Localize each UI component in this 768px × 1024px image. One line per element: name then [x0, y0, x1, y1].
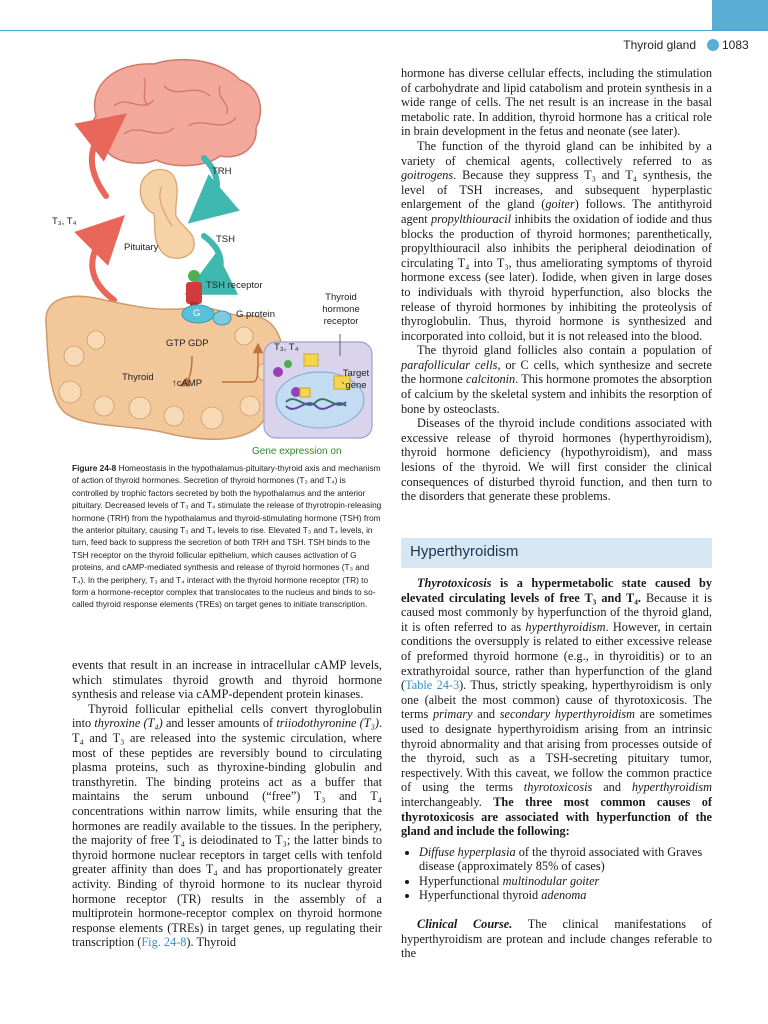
term-hyperthyroidism-2: hyperthyroidism [631, 780, 713, 795]
right-paragraph-3 [401, 343, 712, 416]
text-run: ) follows. The antithyroid agent [401, 197, 712, 226]
right-paragraph-2 [401, 139, 712, 343]
left-column [72, 658, 382, 950]
clinical-course-label: Clinical Course. [417, 917, 513, 932]
term-secondary-hyperthyroidism: secondary hyperthyroidism [499, 707, 636, 722]
label-t3t4-feedback: T₃, T₄ [52, 216, 77, 227]
left-paragraph-1: events that result in an increase in intracellular cAMP levels, which stimulates thyroid growth and thyroid hormone synthesis and release via cAMP-dependent protein kinases. [72, 658, 382, 702]
list-item-term: multinodular goiter [502, 873, 600, 888]
label-g: G [193, 308, 201, 319]
text-run: . Because they suppress T₃ and T₄ synthesis, the level of TSH increases, and subsequent hyperplastic enlargement of the gland ( [401, 168, 712, 212]
table-link[interactable]: Table 24-3 [405, 678, 460, 693]
text-run: inhibits the oxidation of iodide and thus blocks the production of thyroid hormones; parenthetically, propylthiouracil also inhibits the peripheral deiodination of circulating T₄ into T₃, thus ameliorating symptoms of thyroid hormone excess (see later). Iodide, when given in large doses to individuals with thyroid hyperfunction, also blocks the release of thyroid hormones by inhibiting the proteolysis of thyroglobulin. Thus, thyroid hormone is synthesized and incorporated into colloid, but it is not released into the blood. [401, 211, 712, 343]
list-item-term: adenoma [541, 888, 587, 903]
term-primary: primary [432, 707, 473, 722]
list-item-text: Hyperfunctional thyroid [419, 888, 542, 903]
label-g-protein: G protein [236, 309, 276, 320]
hpt-axis-diagram [44, 56, 390, 460]
text-run: and [592, 780, 632, 795]
label-trh: TRH [212, 166, 232, 177]
term-goitrogens: goitrogens [401, 168, 454, 183]
list-item [419, 874, 712, 889]
label-tsh-receptor: TSH receptor [206, 280, 263, 291]
term-thyrotoxicosis: Thyrotoxicosis [417, 576, 492, 590]
list-item [419, 888, 712, 903]
running-head-title: Thyroid gland [623, 38, 696, 52]
term-triiodothyronine: triiodothyronine (T₃) [276, 716, 379, 731]
label-pituitary: Pituitary [124, 242, 159, 253]
text-run: Thyroid follicular epithelial cells convert thyroglobulin into [72, 701, 382, 731]
hyperthyroidism-body [401, 576, 712, 961]
figure-link[interactable]: Fig. 24-8 [141, 935, 187, 950]
term-thyrotoxicosis-2: thyrotoxicosis [523, 780, 593, 795]
text-run: , or C cells, which synthesize and secrete the hormone [401, 357, 712, 387]
list-item [419, 845, 712, 874]
text-run: ). Thus, strictly speaking, hyperthyroidism is only one (albeit the most common) cause of thyrotoxicosis. The terms [401, 678, 713, 722]
label-tsh: TSH [216, 234, 235, 245]
left-paragraph-2 [72, 702, 382, 950]
term-parafollicular-cells: parafollicular cells [401, 357, 498, 372]
label-target-gene: Target gene [342, 368, 370, 391]
term-thyroxine: thyroxine (T₄) [94, 716, 163, 731]
text-run: . T₄ and T₃ are released into the systemic circulation, where most of these peptides are reversibly bound to circulating plasma proteins, such as thyroxine-binding globulin and transthyretin. The binding proteins act as a buffer that maintains the serum unbound (“free”) T₃ and T₄ concentrations within narrow limits, while ensuring that the hormones are readily available to the tissues. In the periphery, the majority of free T₄ is deiodinated to T₃; the latter binds to thyroid hormone nuclear receptors in target cells with tenfold greater affinity than does T₄ and has proportionately greater activity. Binding of thyroid hormone to its nuclear thyroid hormone receptor (TR) results in the assembly of a multiprotein hormone-receptor complex on thyroid hormone response elements (TREs) in target genes, up regulating their transcription ( [72, 716, 383, 950]
text-run: and [472, 707, 500, 722]
text-run: interchangeably. [401, 794, 494, 809]
header-rule [0, 30, 768, 31]
term-goiter: goiter [545, 197, 575, 212]
caption-text: Homeostasis in the hypothalamus-pituitary-thyroid axis and mechanism of action of thyroid hormones. Secretion of thyroid hormones (T₃ and T₄) is controlled by trophic factors secreted by both the hypothalamus and the anterior pituitary. Decreased levels of T₃ and T₄ stimulate the release of thyrotropin-releasing hormone (TRH) from the hypothalamus and thyroid-stimulating hormone (TSH) from the anterior pituitary, causing T₃ and T₄ levels to rise. Elevated T₃ and T₄ levels, in turn, feed back to suppress the secretion of both TRH and TSH. TSH binds to the TSH receptor on the thyroid follicular epithelium, which causes activation of G proteins, and cAMP-mediated synthesis and release of thyroid hormones (T₃ and T₄). In the periphery, T₃ and T₄ interact with the thyroid hormone receptor (TR) to form a hormone-receptor complex that translocates to the nucleus and binds to so-called thyroid response elements (TREs) on target genes to initiate transcription. [72, 463, 382, 610]
text-run: . However, in certain conditions the oversupply is related to either excessive release of preformed thyroid hormone (e.g., in thyroiditis) or to an extrathyroidal source, rather than hyperfunction of the gland ( [401, 619, 712, 693]
label-camp: ↑cAMP [172, 378, 203, 389]
right-paragraph-4: Diseases of the thyroid include conditions associated with excessive release of thyroid hormones (hyperthyroidism), thyroid hormone deficiency (hypothyroidism), and mass lesions of the thyroid. We will first consider the clinical consequences of disturbed thyroid function, and then turn to the disorders that generate these problems. [401, 416, 712, 504]
header-dot-icon [706, 38, 720, 52]
text-run: are sometimes used to designate hyperthyroidism arising from an intrinsic thyroid abnormality and that arising from processes outside of the thyroid, such as a TSH-secreting pituitary tumor, respectively. With this caveat, we follow the common practice of using the terms [401, 707, 712, 795]
brain-icon [91, 60, 260, 166]
label-thyroid-hormone-receptor: Thyroid hormone receptor [322, 292, 360, 327]
text-run: and lesser amounts of [162, 716, 277, 731]
text-run: . This hormone promotes the absorption of calcium by the skeletal system and inhibits the resorption of bone by osteoclasts. [401, 372, 713, 416]
text-run: The clinical manifestations of hyperthyroidism are protean and include changes referable to the [401, 917, 712, 961]
section-title-hyperthyroidism: Hyperthyroidism [410, 543, 519, 560]
text-run: The thyroid gland follicles also contain a population of [417, 343, 712, 358]
text-run: ). Thyroid [186, 935, 237, 950]
label-gene-expression: Gene expression on [252, 446, 342, 457]
hyperthyroidism-paragraph-1 [401, 576, 712, 839]
text-run: The function of the thyroid gland can be inhibited by a variety of chemical agents, collectively referred to as [401, 138, 712, 168]
figure-caption [72, 462, 382, 611]
g-protein-icon [182, 305, 231, 325]
clinical-course-paragraph [401, 917, 712, 961]
list-item-text: of the thyroid associated with Graves disease (approximately 85% of cases) [419, 844, 703, 874]
text-run: Because it is caused most commonly by hyperfunction of the thyroid gland, it is often referred to as [401, 590, 712, 634]
label-gtp-gdp: GTP GDP [166, 338, 209, 349]
term-propylthiouracil: propylthiouracil [430, 211, 512, 226]
page-number: 1083 [722, 38, 749, 52]
list-item-text: Hyperfunctional [419, 873, 503, 888]
term-calcitonin: calcitonin [466, 372, 516, 387]
header-accent-tab [712, 0, 768, 30]
bold-run: The three most common causes of thyrotoxicosis are associated with hyperfunction of the gland and include the following: [401, 794, 713, 839]
bold-run: is a hypermetabolic state caused by elevated circulating levels of free T₃ and T₄. [401, 576, 712, 605]
right-paragraph-1: hormone has diverse cellular effects, including the stimulation of carbohydrate and lipid catabolism and protein synthesis in a wide range of cells. The net result is an increase in the basal metabolic rate. In addition, thyroid hormone has a critical role in brain development in the fetus and neonate (see later). [401, 66, 712, 139]
caption-label: Figure 24-8 [72, 463, 117, 473]
list-item-term: Diffuse hyperplasia [419, 844, 516, 859]
right-column [401, 66, 712, 504]
label-thyroid: Thyroid [122, 372, 154, 383]
figure-24-8 [44, 56, 390, 460]
causes-list [401, 845, 712, 903]
term-hyperthyroidism: hyperthyroidism [525, 619, 606, 634]
label-t3t4-cell: T₃, T₄ [274, 342, 299, 353]
feedback-arrow-lower [92, 232, 114, 300]
